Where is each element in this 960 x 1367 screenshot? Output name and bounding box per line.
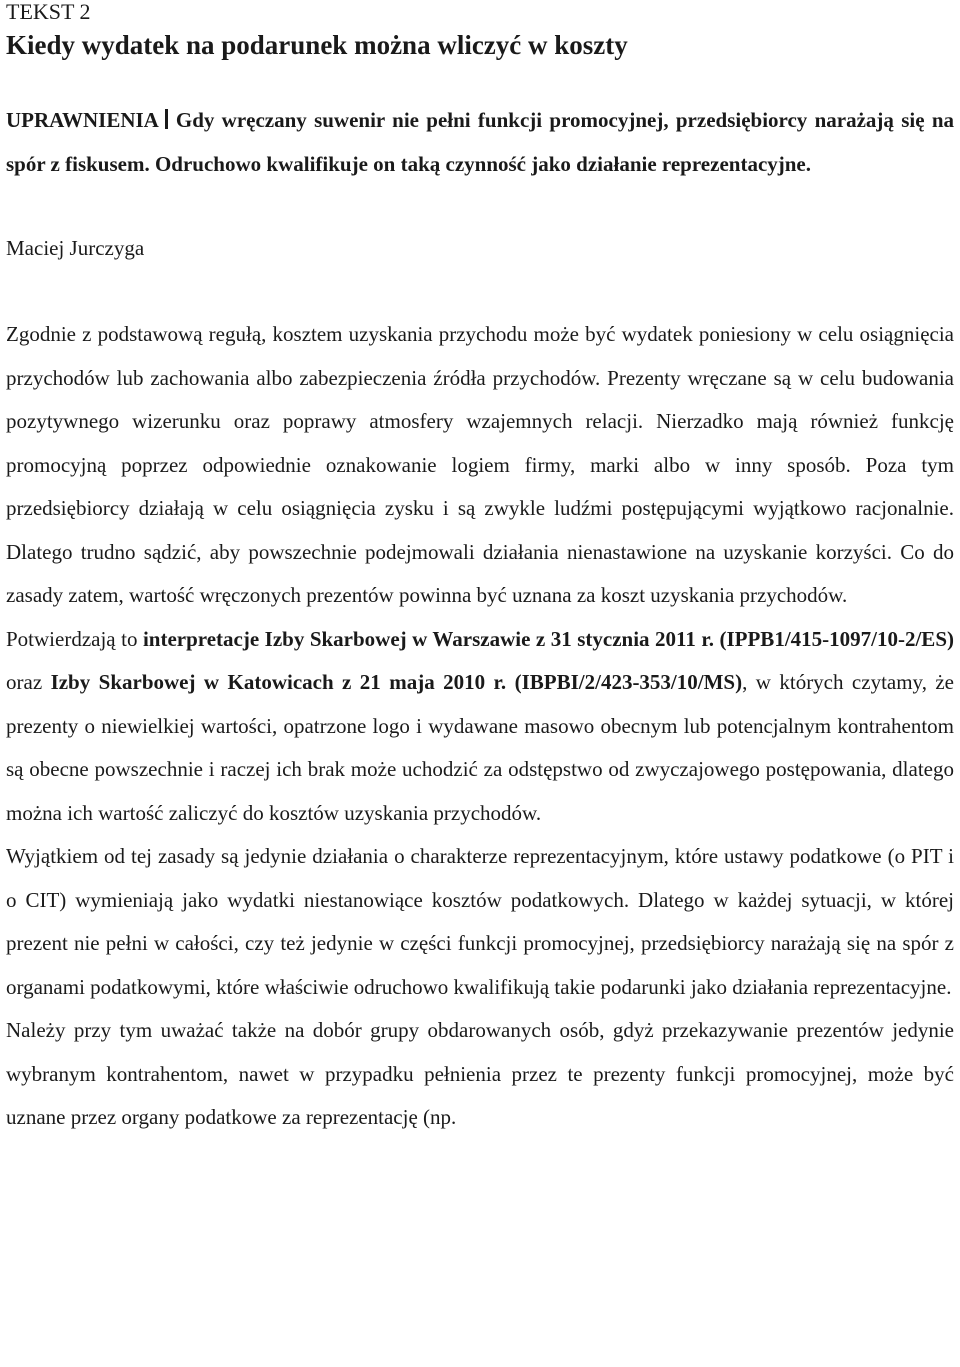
lead-text: Gdy wręczany suwenir nie pełni funkcji promocyjnej, przedsiębiorcy narażają się na spór z fiskusem. Odruchowo kwalifikuje on taką czynność jako działanie reprezentacyjne. [6,108,954,176]
separator-bar [165,109,168,129]
p2-text-1: Potwierdzają to [6,626,143,651]
p2-text-2: oraz [6,670,51,694]
p2-citation-katowice: Izby Skarbowej w Katowicach z 21 maja 2010 r. (IBPBI/2/423-353/10/MS) [50,670,743,694]
author-name: Maciej Jurczyga [6,236,145,260]
lead-kicker: UPRAWNIENIA [6,108,159,132]
paragraph-2 [6,618,954,836]
p2-text-3: , w których czytamy, że prezenty o niewielkiej wartości, opatrzone logo i wydawane masowo obecnym lub potencjalnym kontrahentom są obecne powszechnie i raczej ich brak może uchodzić za odstępstwo od zwyczajowego postępowania, dlatego można ich wartość zaliczyć do kosztów uzyskania przychodów. [6,670,955,825]
paragraph-3: Wyjątkiem od tej zasady są jedynie działania o charakterze reprezentacyjnym, które ustawy podatkowe (o PIT i o CIT) wymieniają jako wydatki niestanowiące kosztów podatkowych. Dlatego w każdej sytuacji, w której prezent nie pełni w całości, czy też jedynie w części funkcji promocyjnej, przedsiębiorcy narażają się na spór z organami podatkowymi, które właściwie odruchowo kwalifikują takie podarunki jako działania reprezentacyjne. [6,844,954,999]
p2-citation-warszawa: interpretacje Izby Skarbowej w Warszawie z 31 stycznia 2011 r. (IPPB1/415-1097/10-2/ES) [142,626,954,651]
article-lead [6,99,954,186]
paragraph-4: Należy przy tym uważać także na dobór grupy obdarowanych osób, gdyż przekazywanie prezentów jedynie wybranym kontrahentom, nawet w przypadku pełnienia przez te prezenty funkcji promocyjnej, może być uznane przez organy podatkowe za reprezentację (np. [6,1018,954,1129]
article-body [6,313,954,1140]
paragraph-1: Zgodnie z podstawową regułą, kosztem uzyskania przychodu może być wydatek poniesiony w celu osiągnięcia przychodów lub zachowania albo zabezpieczenia źródła przychodów. Prezenty wręczane są w celu budowania pozytywnego wizerunku oraz poprawy atmosfery wzajemnych relacji. Nierzadko mają również funkcję promocyjną poprzez odpowiednie oznakowanie logiem firmy, marki albo w inny sposób. Poza tym przedsiębiorcy działają w celu osiągnięcia zysku i są zwykle ludźmi postępującymi wyjątkowo racjonalnie. Dlatego trudno sądzić, aby powszechnie podejmowali działania nienastawione na uzyskanie korzyści. Co do zasady zatem, wartość wręczonych prezentów powinna być uznana za koszt uzyskania przychodów. [6,322,954,607]
section-label: TEKST 2 [6,0,91,24]
article-title: Kiedy wydatek na podarunek można wliczyć w koszty [6,30,628,60]
